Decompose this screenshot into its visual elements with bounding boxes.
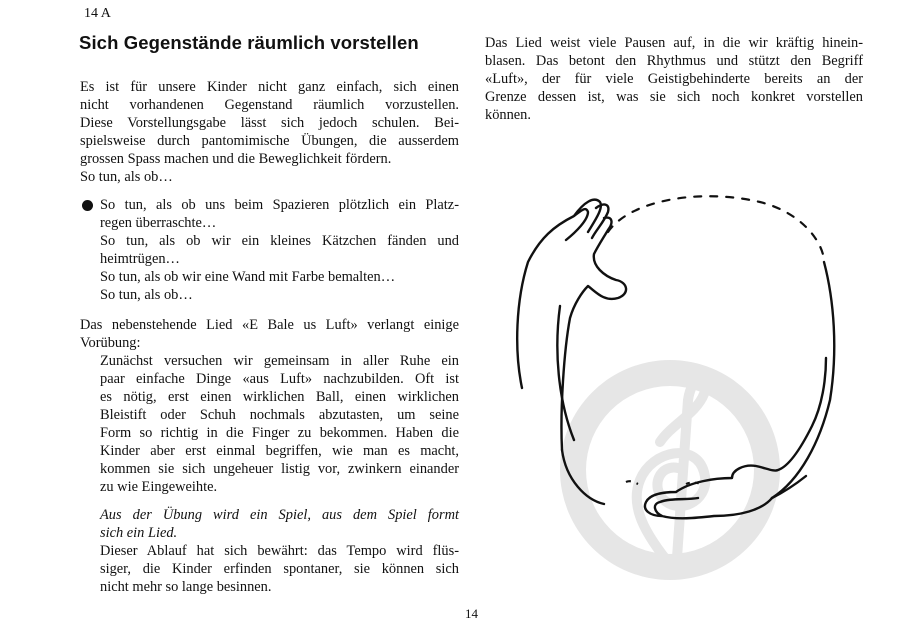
exercise-line: Zunächst versuchen wir gemeinsam in aller Ruhe ein [100, 353, 459, 369]
list-line: regen überraschte… [100, 215, 217, 231]
right-column-line: Grenze dessen ist, was sie sich noch konkret vorstellen [485, 89, 863, 105]
intro-line: spielsweise durch pantomimische Übungen, die ausserdem [80, 133, 459, 149]
page-label: 14 A [84, 6, 111, 21]
exercise-line: zu wie Eingeweihte. [100, 479, 218, 495]
exercise-line: Form so richtig in die Finger zu bekommen. Haben die [100, 425, 459, 441]
song-intro-line: Vorübung: [80, 335, 141, 351]
closing-line: nicht mehr so lange besinnen. [100, 579, 272, 595]
hands-holding-air-ball-icon [500, 180, 860, 620]
exercise-line: Bleistift oder Schuh nochmals abzutasten, um seine [100, 407, 459, 423]
treble-clef-watermark-icon [560, 360, 780, 580]
intro-line: nicht vorhandenen Gegenstand räumlich vorzustellen. [80, 97, 459, 113]
section-heading: Sich Gegenstände räumlich vorstellen [79, 32, 419, 53]
italic-line: Aus der Übung wird ein Spiel, aus dem Spiel formt [100, 507, 459, 523]
exercise-line: kommen sie sich ungeheuer listig vor, zwinkern einander [100, 461, 459, 477]
bullet-icon [82, 200, 93, 211]
closing-line: siger, die Kinder erfinden spontaner, sie können sich [100, 561, 459, 577]
exercise-line: Kinder aber erst einmal begriffen, wie man es macht, [100, 443, 459, 459]
exercise-line: es nötig, erst einen wirklichen Ball, einen wirklichen [100, 389, 459, 405]
right-column-line: «Luft», der für viele Geistigbehinderte bereits an der [485, 71, 863, 87]
list-line: heimtrügen… [100, 251, 180, 267]
page-number: 14 [465, 606, 478, 621]
list-line: So tun, als ob wir eine Wand mit Farbe bemalten… [100, 269, 396, 285]
intro-line: Diese Vorstellungsgabe lässt sich jedoch schulen. Bei- [80, 115, 459, 131]
list-line: So tun, als ob… [100, 287, 193, 303]
italic-line: sich ein Lied. [100, 525, 178, 541]
intro-line: So tun, als ob… [80, 169, 173, 185]
right-column-line: können. [485, 107, 531, 123]
list-line: So tun, als ob wir ein kleines Kätzchen fänden und [100, 233, 459, 249]
intro-line: Es ist für unsere Kinder nicht ganz einfach, sich einen [80, 79, 459, 95]
right-column-line: Das Lied weist viele Pausen auf, in die wir kräftig hinein- [485, 35, 863, 51]
exercise-line: paar einfache Dinge «aus Luft» nachzubilden. Oft ist [100, 371, 459, 387]
song-intro-line: Das nebenstehende Lied «E Bale us Luft» verlangt einige [80, 317, 459, 333]
right-column-line: blasen. Das betont den Rhythmus und stützt den Begriff [485, 53, 863, 69]
closing-line: Dieser Ablauf hat sich bewährt: das Tempo wird flüs- [100, 543, 459, 559]
intro-line: grossen Spass machen und die Beweglichkeit fördern. [80, 151, 392, 167]
list-line: So tun, als ob uns beim Spazieren plötzlich ein Platz- [100, 197, 459, 213]
